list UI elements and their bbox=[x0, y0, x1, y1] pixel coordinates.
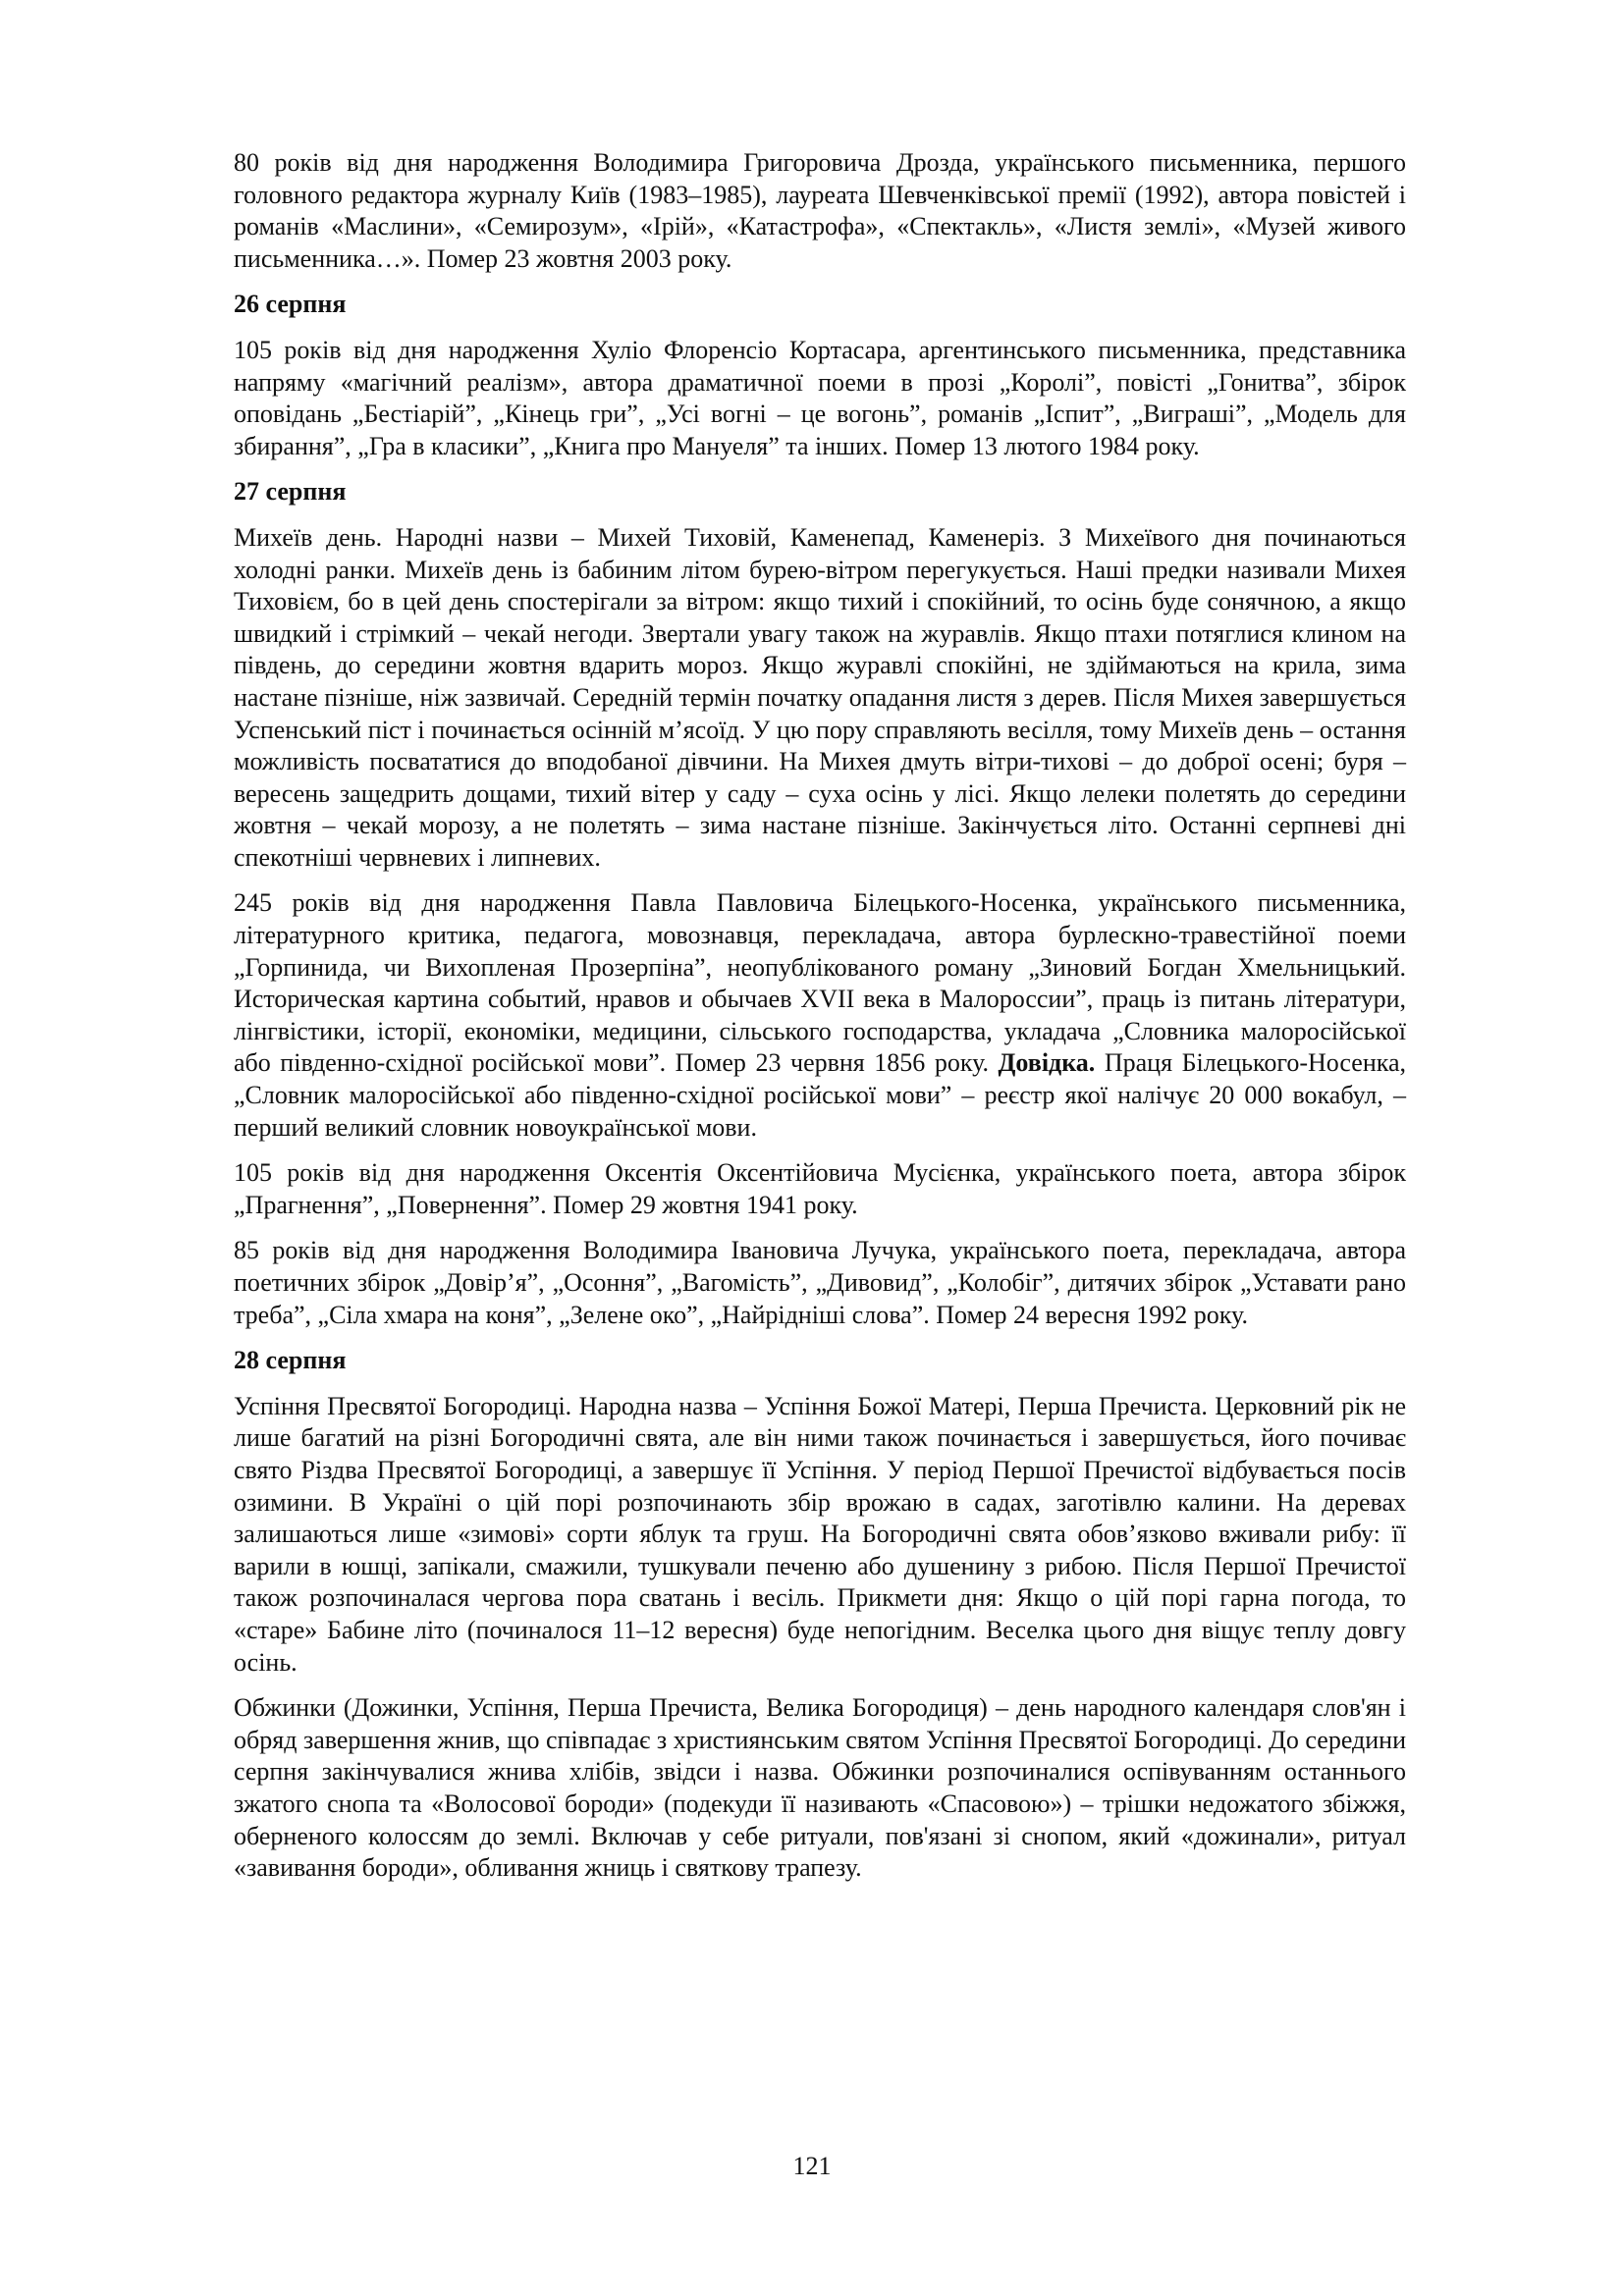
paragraph-musiienko: 105 років від дня народження Оксентія Оксентійовича Мусієнка, українського поета, автора збірок „Прагнення”, „Повернення”. Помер 29 жовтня 1941 року. bbox=[234, 1158, 1406, 1219]
date-heading-26: 26 серпня bbox=[234, 290, 347, 319]
paragraph-biletsky-main: 245 років від дня народження Павла Павловича Білецького-Носенка, українського письменника, літературного критика, педагога, мовознавця, перекладача, автора бурлескно-травестійної поеми „Горпинида, чи Вихопленая Прозерпіна”, неопублікованого роману „Зиновий Богдан Хмельницький. Историческая картина событий, нравов и обычаев XVII века в Малороссии”, праць із питань літератури, лінгвістики, історії, економіки, медицини, сільського господарства, укладача „Словника малоросійської або південно-східної російської мови”. Помер 23 червня 1856 року. bbox=[234, 888, 1406, 1078]
paragraph-obzhynky: Обжинки (Дожинки, Успіння, Перша Пречиста, Велика Богородиця) – день народного календаря слов'ян і обряд завершення жнив, що співпадає з християнським святом Успіння Пресвятої Богородиці. До середини серпня закінчувалися жнива хлібів, звідси і назва. Обжинки розпочиналися оспівуванням останнього зжатого снопа та «Волосової бороди» (подекуди її називають «Спасовою») – трішки недожатого збіжжя, оберненого колоссям до землі. Включав у себе ритуали, пов'язані зі снопом, який «дожинали», ритуал «завивання бороди», обливання жниць і святкову трапезу. bbox=[234, 1693, 1406, 1883]
paragraph-mykheiv-den: Михеїв день. Народні назви – Михей Тиховій, Каменепад, Каменеріз. З Михеївого дня починаються холодні ранки. Михеїв день із бабиним літом бурею-вітром перегукується. Наші предки називали Михея Тиховієм, бо в цей день спостерігали за вітром: якщо тихий і спокійний, то осінь буде сонячною, а якщо швидкий і стрімкий – чекай негоди. Звертали увагу також на журавлів. Якщо птахи потяглися клином на південь, до середини жовтня вдарить мороз. Якщо журавлі спокійні, не здіймаються на крила, зима настане пізніше, ніж зазвичай. Середній термін початку опадання листя з дерев. Після Михея завершується Успенський піст і починається осінній м’ясоїд. У цю пору справляють весілля, тому Михеїв день – остання можливість посвататися до вподобаної дівчини. На Михея дмуть вітри-тихові – до доброї осені; буря – вересень защедрить дощами, тихий вітер у саду – суха осінь у лісі. Якщо лелеки полетять до середини жовтня – чекай морозу, а не полетять – зима настане пізніше. Закінчується літо. Останні серпневі дні спекотніші червневих і липневих. bbox=[234, 522, 1406, 872]
paragraph-cortazar: 105 років від дня народження Хуліо Флоренсіо Кортасара, аргентинського письменника, представника напряму «магічний реалізм», автора драматичної поеми в прозі „Королі”, повісті „Гонитва”, збірок оповідань „Бестіарій”, „Кінець гри”, „Усі вогні – це вогонь”, романів „Іспит”, „Виграші”, „Модель для збирання”, „Гра в класики”, „Книга про Мануеля” та інших. Помер 13 лютого 1984 року. bbox=[234, 335, 1406, 460]
paragraph-uspinnia: Успіння Пресвятої Богородиці. Народна назва – Успіння Божої Матері, Перша Пречиста. Церковний рік не лише багатий на різні Богородичні свята, але він ними також починається і завершується, його почиває свято Різдва Пресвятої Богородиці, а завершує її Успіння. У період Першої Пречистої відбувається посів озимини. В Україні о цій порі розпочинають збір врожаю в садах, заготівлю калини. На деревах залишаються лише «зимові» сорти яблук та груш. На Богородичні свята обов’язково вживали рибу: її варили в юшці, запікали, смажили, тушкували печеню або душенину з рибою. Після Першої Пречистої також розпочиналася чергова пора сватань і весіль. Прикмети дня: Якщо о цій порі гарна погода, то «старе» Бабине літо (починалося 11–12 вересня) буде непогідним. Веселка цього дня віщує теплу довгу осінь. bbox=[234, 1391, 1406, 1677]
paragraph-drozd: 80 років від дня народження Володимира Григоровича Дрозда, українського письменника, першого головного редактора журналу Київ (1983–1985), лауреата Шевченківської премії (1992), автора повістей і романів «Маслини», «Семирозум», «Ірій», «Катастрофа», «Спектакль», «Листя землі», «Музей живого письменника…». Помер 23 жовтня 2003 року. bbox=[234, 148, 1406, 273]
date-heading-28: 28 серпня bbox=[234, 1346, 347, 1375]
paragraph-biletsky-nosenko bbox=[234, 887, 1406, 1144]
date-heading-27: 27 серпня bbox=[234, 477, 347, 507]
paragraph-biletsky-note: Праця Білецького-Носенка, „Словник малоросійської або південно-східної російської мови” – реєстр якої налічує 20 000 вокабул, – перший великий словник новоукраїнської мови. bbox=[234, 1048, 1407, 1142]
page-number: 121 bbox=[792, 2152, 832, 2180]
paragraph-luchuk: 85 років від дня народження Володимира Івановича Лучука, українського поета, перекладача, автора поетичних збірок „Довір’я”, „Осоння”, „Вагомість”, „Дивовид”, „Колобіг”, дитячих збірок „Уставати рано треба”, „Сіла хмара на коня”, „Зелене око”, „Найрідніші слова”. Помер 24 вересня 1992 року. bbox=[234, 1236, 1406, 1329]
document-page bbox=[234, 147, 1406, 1898]
note-label: Довідка. bbox=[998, 1048, 1096, 1078]
